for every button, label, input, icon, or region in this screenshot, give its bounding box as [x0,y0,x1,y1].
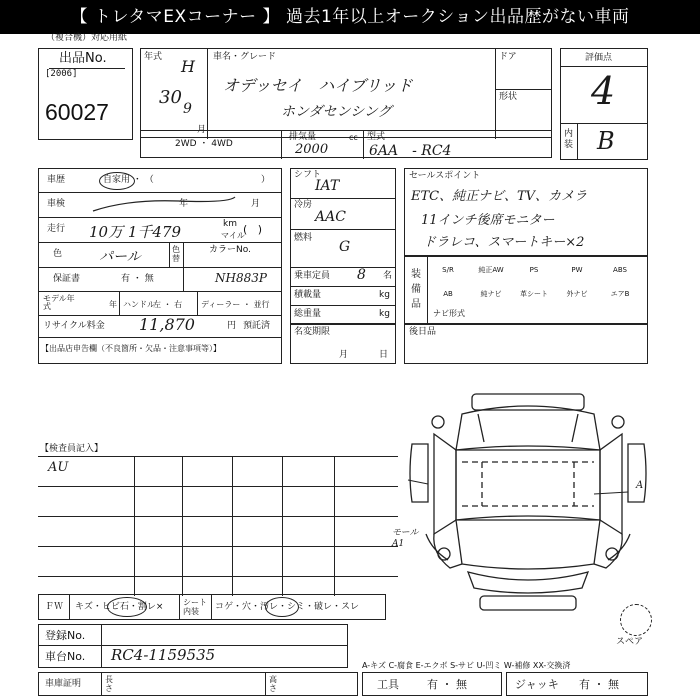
color-no-label: カラーNo. [209,245,251,255]
mileage-label: 走行 [47,224,66,234]
fuel-value: G [339,239,351,255]
fw-circle [107,597,147,617]
mileage-paren: ( ) [243,223,263,236]
tools-box [362,672,502,696]
capacity-label: 乗車定員 [294,271,331,281]
deposit-label: 預託済 [243,321,271,331]
history-options: 自家用 ・ （ [103,175,154,185]
cert-sub2: 高さ [269,675,277,693]
year-value: 30 [159,87,182,108]
cert-box [38,672,358,696]
load-kg-unit: kg [379,290,390,300]
declaration-label: 【出品店申告欄（不良箇所・欠品・注意事項等）】 [41,344,221,353]
fw-items: キズ・ヒビ石・割レ× [75,602,164,612]
equipment-item: PW [571,266,583,274]
registration-day-unit: 日 [379,350,389,360]
door-label: ドア [499,52,517,62]
auction-sheet [0,34,700,700]
damage-mark-molding: モール A1 [392,528,419,549]
equipment-item: 革シート [520,290,548,298]
color-change-label: 色替 [172,245,180,263]
seat-label: シート内装 [183,598,207,616]
shift-value: IAT [315,178,340,194]
handle-options: 左 ・ 右 [153,300,183,309]
registration-change-label: 名変期限 [294,327,331,337]
lot-box [38,48,133,140]
cooler-value: AAC [315,209,346,225]
top-note: （複合機）対応用紙 [46,33,128,43]
vehicle-box [140,48,552,138]
fw-row [38,594,386,620]
seat-circle [265,597,299,617]
damage-legend: A-キズ C-腐食 E-エクボ S-サビ U-凹ミ W-補修 XX-交換済 [362,661,571,670]
displacement-label: 排気量 [289,132,317,142]
spec-table [290,168,396,324]
capacity-unit: 名 [383,271,393,281]
tools-label: 工具 [377,678,399,691]
jack-label: ジャッキ [515,678,559,691]
score-box [560,48,648,160]
inspector-note: AU [48,460,69,475]
inspection-year-unit: 年 [179,199,189,209]
type-value: 6AA - RC4 [369,143,452,159]
score-label: 評価点 [585,53,613,63]
dealer-label: ディーラー ・ 並行 [201,300,270,309]
inspection-month-unit: 月 [251,199,261,209]
displacement-value: 2000 [295,142,329,157]
lot-number: 60027 [45,99,109,125]
year-label: 年式 [144,52,163,62]
equipment-item: PS [529,266,539,274]
drive-row [140,130,552,158]
sales-line1: ETC、純正ナビ、TV、カメラ [411,189,588,204]
era-value: H [181,57,195,76]
interior-label: 内装 [564,129,574,150]
capacity-value: 8 [357,267,366,283]
type-label: 型式 [367,132,386,142]
registration-no-label: 登録No. [45,629,86,642]
equipment-item: 純ナビ [480,290,502,298]
lot-label: 出品No. [59,51,107,66]
equipment-item: S/R [442,266,454,274]
model-year-label: モデル年式 [43,294,75,311]
registration-box [38,624,348,668]
shape-label: 形状 [499,92,518,102]
chassis-value: RC4-1159535 [111,646,216,664]
shift-label: シフト [294,170,322,180]
recycle-unit: 円 [227,321,237,331]
interior-value: B [597,127,615,155]
inspection-strike [89,195,239,215]
spare-label: スペア [616,637,644,647]
registration-change-box [290,324,396,364]
info-table [38,168,282,364]
cert-label: 車庫証明 [45,679,82,689]
jack-options: 有 ・ 無 [579,678,619,691]
jack-box [506,672,648,696]
registration-month-unit: 月 [339,350,349,360]
seat-items: コゲ・穴・汚レ・シミ・破レ・スレ [215,602,360,612]
navi-type-label: ナビ形式 [433,309,465,318]
drive-label: 2WD ・ 4WD [175,139,233,149]
handle-label: ハンドル [123,300,155,309]
model-line2: ホンダセンシング [281,104,392,120]
mile-unit: マイル [221,231,245,240]
equipment-item: 純正AW [478,266,504,274]
equipment-item: ABS [613,266,627,274]
equipment-item: AB [443,290,453,298]
warranty-options: 有 ・ 無 [121,274,154,284]
month-unit: 月 [197,125,207,135]
sales-line3: ドラレコ、スマートキー×2 [423,235,585,250]
history-close: ） [261,175,271,185]
model-year-unit: 年 [109,300,117,309]
later-label: 後日品 [409,327,437,337]
inspection-label: 車検 [47,199,66,209]
car-diagram [404,384,666,620]
tools-options: 有 ・ 無 [427,678,467,691]
equipment-box [404,256,648,324]
fw-label: ＦＷ [45,602,64,612]
equipment-item: 外ナビ [566,290,588,298]
load-label: 積載量 [294,290,322,300]
damage-mark-right: A [636,480,644,491]
fuel-label: 燃料 [294,233,313,243]
equipment-item: エアB [610,290,630,298]
cc-unit: cc [349,133,358,142]
model-label: 車名・グレード [213,52,277,62]
history-circle [99,172,135,190]
mileage-value: 10万 1千479 [89,223,182,241]
sales-point-label: セールスポイント [409,171,481,181]
sales-line2: 11インチ後席モニター [421,213,555,228]
spare-tire [620,604,652,636]
year-tag: [2006] [45,69,78,79]
recycle-value: 11,870 [139,315,195,334]
cert-sub1: 長さ [105,675,113,693]
equipment-label: 装備品 [411,269,421,310]
color-value: パール [99,249,141,265]
score-value: 4 [591,69,616,113]
later-box [404,324,648,364]
inspector-label: 【検査員記入】 [40,444,104,454]
gross-label: 総重量 [294,309,322,319]
chassis-label: 車台No. [45,650,86,663]
month-value: 9 [183,101,192,117]
warranty-label: 保証書 [53,274,81,284]
color-no-value: NH883P [215,271,267,285]
history-label: 車歴 [47,175,66,185]
model-line1: オデッセイ ハイブリッド [223,76,413,95]
sales-point-box [404,168,648,256]
header-banner: 【 トレタマEXコーナー 】 過去1年以上オークション出品歴がない車両 [0,0,700,34]
color-label: 色 [53,249,63,259]
km-unit: km [223,219,237,229]
cooler-label: 冷房 [294,200,313,210]
gross-kg-unit: kg [379,309,390,319]
recycle-label: リサイクル料金 [43,321,105,331]
